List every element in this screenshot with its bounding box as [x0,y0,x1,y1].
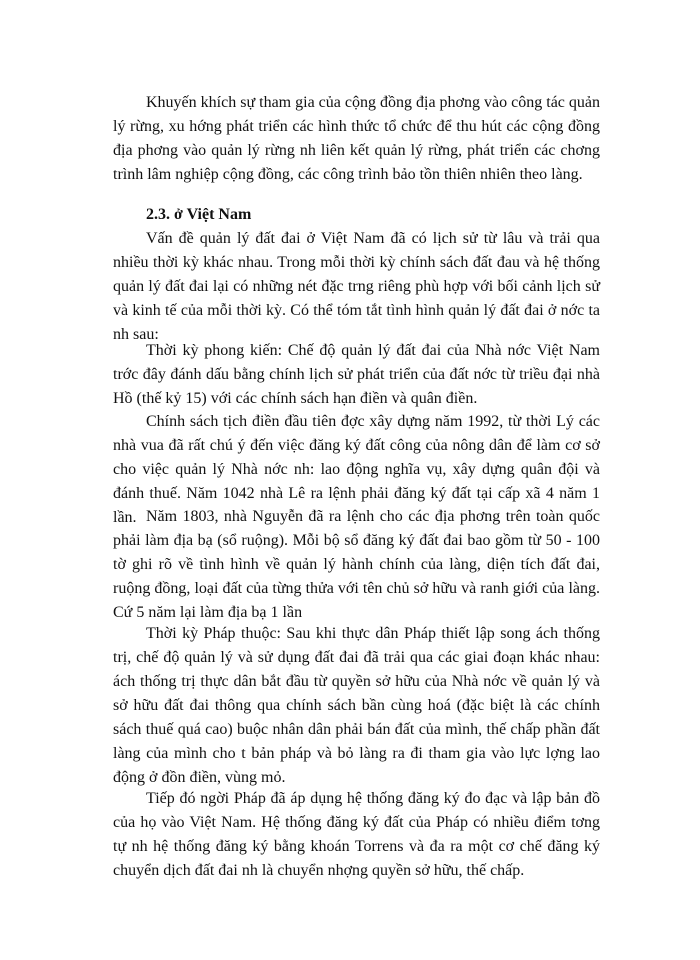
section-heading: 2.3. ở Việt Nam [146,206,252,223]
paragraph-nguyen-dynasty: Năm 1803, nhà Nguyễn đã ra lệnh cho các địa phơng trên toàn quốc phải làm địa bạ (sổ ruộng). Mỗi bộ sổ đăng ký đất đai bao gồm từ 50 - 100 tờ ghi rõ về tình hình về quản lý hành chính của làng, diện tích đất đai, ruộng đồng, loại đất của từng thửa với tên chủ sở hữu và ranh giới của làng. Cứ 5 năm lại làm địa bạ 1 lần [113,508,600,621]
paragraph-french-registration: Tiếp đó ngời Pháp đã áp dụng hệ thống đăng ký đo đạc và lập bản đồ của họ vào Việt Nam. Hệ thống đăng ký đất của Pháp có nhiều điểm tơng tự nh hệ thống đăng ký bằng khoán Torrens và đa ra một cơ chế đăng ký chuyển dịch đất đai nh là chuyển nhợng quyền sở hữu, thế chấp. [113,790,600,879]
paragraph-community-forest: Khuyến khích sự tham gia của cộng đồng địa phơng vào công tác quản lý rừng, xu hớng phát triển các hình thức tổ chức để thu hút các cộng đồng địa phơng vào quản lý rừng nh liên kết quản lý rừng, phát triển các chơng trình lâm nghiệp cộng đồng, các công trình bảo tồn thiên nhiên theo làng. [113,94,600,183]
paragraph-feudal-period: Thời kỳ phong kiến: Chế độ quản lý đất đai của Nhà nớc Việt Nam trớc đây đánh dấu bằng chính lịch sử phát triển của đất nớc từ triều đại nhà Hồ (thế kỷ 15) với các chính sách hạn điền và quân điền. [113,342,600,407]
paragraph-vietnam-intro: Vấn đề quản lý đất đai ở Việt Nam đã có lịch sử từ lâu và trải qua nhiều thời kỳ khác nhau. Trong mỗi thời kỳ chính sách đất đau và hệ thống quản lý đất đai lại có những nét đặc trng riêng phù hợp với bối cảnh lịch sử và kinh tế của mỗi thời kỳ. Có thể tóm tắt tình hình quản lý đất đai ở nớc ta nh sau: [113,230,600,343]
paragraph-french-colonial: Thời kỳ Pháp thuộc: Sau khi thực dân Pháp thiết lập song ách thống trị, chế độ quản lý và sử dụng đất đai đã trải qua các giai đoạn khác nhau: ách thống trị thực dân bắt đầu từ quyền sở hữu của Nhà nớc về quản lý và sở hữu đất đai thông qua chính sách bần cùng hoá (đặc biệt là các chính sách thuế quá cao) buộc nhân dân phải bán đất của mình, thế chấp phần đất làng của mình cho t bản pháp và bỏ làng ra đi tham gia vào lực lợng lao động ở đồn điền, vùng mỏ. [113,625,600,786]
paragraph-land-registration: Chính sách tịch điền đầu tiên đợc xây dựng năm 1992, từ thời Lý các nhà vua đã rất chú ý đến việc đăng ký đất công của nông dân để làm cơ sở cho việc quản lý Nhà nớc nh: lao động nghĩa vụ, xây dựng quân đội và đánh thuế. Năm 1042 nhà Lê ra lệnh phải đăng ký đất tại cấp xã 4 năm 1 lần. [113,413,600,526]
